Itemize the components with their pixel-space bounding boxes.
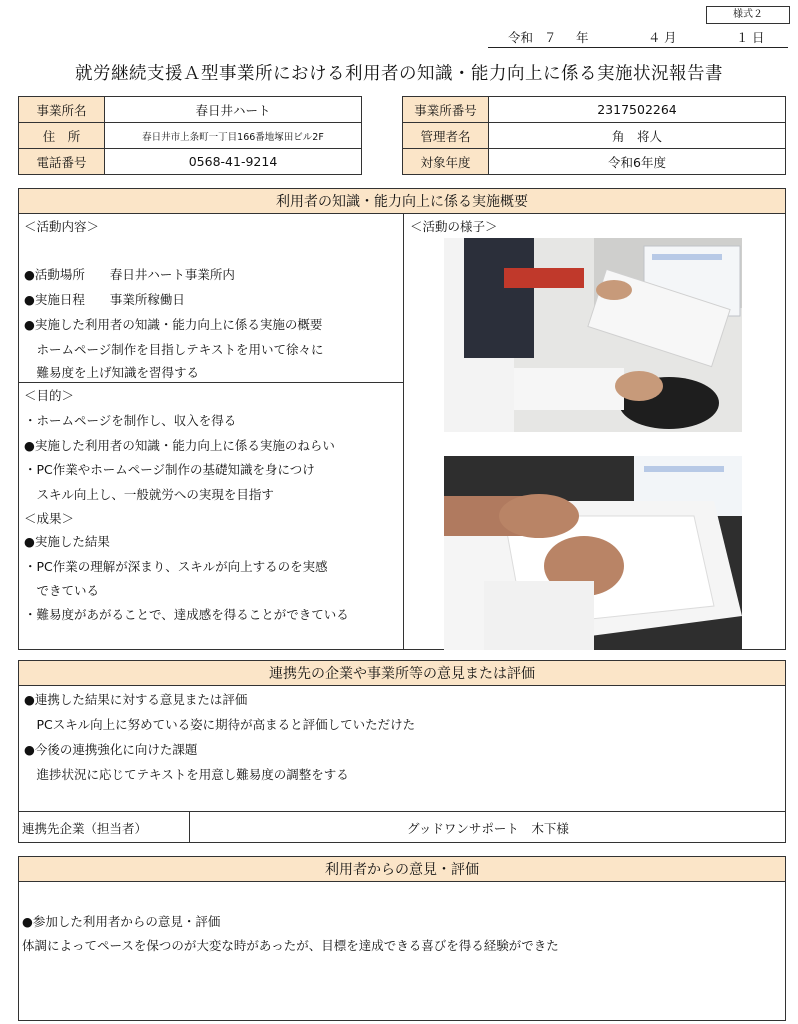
form-number: 様式２ (706, 6, 790, 24)
result-heading: ＜成果＞ (24, 511, 75, 526)
partner-line: 進捗状況に応じてテキストを用意し難易度の調整をする (24, 767, 349, 782)
report-date (488, 28, 788, 48)
result-line: ・PC作業の理解が深まり、スキルが向上するのを実感 (24, 559, 328, 574)
activity-photo-1 (444, 238, 742, 432)
activity-line: ホームページ制作を目指しテキストを用いて徐々に (24, 342, 324, 357)
purpose-line: スキル向上し、一般就労への実現を目指す (24, 487, 274, 502)
user-opinion-line: 体調によってペースを保つのが大変な時があったが、目標を達成できる喜びを得る経験ができた (22, 938, 559, 953)
date-month-unit: 月 (664, 30, 677, 45)
activity-line: 難易度を上げ知識を習得する (24, 365, 200, 380)
office-number-value: 2317502264 (489, 97, 786, 123)
activity-line: ●活動場所 春日井ハート事業所内 (24, 267, 235, 282)
address-label: 住 所 (19, 123, 105, 149)
overview-heading: 利用者の知識・能力向上に係る実施概要 (18, 188, 786, 214)
purpose-line: ・PC作業やホームページ制作の基礎知識を身につけ (24, 462, 315, 477)
activity-line: ●実施日程 事業所稼働日 (24, 292, 185, 307)
office-number-label: 事業所番号 (403, 97, 489, 123)
partner-company-label: 連携先企業（担当者） (22, 821, 148, 836)
page-title: 就労継続支援Ａ型事業所における利用者の知識・能力向上に係る実施状況報告書 (75, 64, 723, 84)
date-day-number: １ (736, 30, 749, 45)
user-opinion-line: ●参加した利用者からの意見・評価 (22, 914, 221, 929)
result-line: ●実施した結果 (24, 534, 110, 549)
office-name-value: 春日井ハート (105, 97, 362, 123)
overview-column-divider (403, 213, 404, 650)
office-name-label: 事業所名 (19, 97, 105, 123)
partner-line: ●今後の連携強化に向けた課題 (24, 742, 198, 757)
manager-label: 管理者名 (403, 123, 489, 149)
partner-company-value: グッドワンサポート 木下様 (407, 821, 569, 836)
phone-label: 電話番号 (19, 149, 105, 175)
result-line: ・難易度があがることで、達成感を得ることができている (24, 607, 349, 622)
date-year-number: ７ (544, 30, 557, 45)
user-opinion-heading: 利用者からの意見・評価 (18, 856, 786, 882)
target-year-value: 令和6年度 (489, 149, 786, 175)
partner-heading: 連携先の企業や事業所等の意見または評価 (18, 660, 786, 686)
partner-company-divider (18, 811, 786, 812)
result-line: できている (24, 583, 100, 598)
address-value: 春日井市上条町一丁目166番地塚田ビル2F (105, 123, 362, 149)
office-id-table (402, 96, 786, 175)
phone-value: 0568-41-9214 (105, 149, 362, 175)
manager-value: 角 将人 (489, 123, 786, 149)
purpose-line: ・ホームページを制作し、収入を得る (24, 413, 237, 428)
date-era: 令和 (508, 30, 534, 45)
partner-line: PCスキル向上に努めている姿に期待が高まると評価していただけた (24, 717, 416, 732)
activity-line: ●実施した利用者の知識・能力向上に係る実施の概要 (24, 317, 323, 332)
date-day-unit: 日 (752, 30, 765, 45)
target-year-label: 対象年度 (403, 149, 489, 175)
partner-line: ●連携した結果に対する意見または評価 (24, 692, 248, 707)
office-info-table (18, 96, 362, 175)
activity-photo-2 (444, 456, 742, 650)
activity-purpose-divider (18, 382, 404, 383)
date-month-number: ４ (648, 30, 661, 45)
purpose-heading: ＜目的＞ (24, 388, 75, 403)
activity-heading: ＜活動内容＞ (24, 219, 100, 234)
date-year-unit: 年 (576, 30, 589, 45)
photo-heading: ＜活動の様子＞ (410, 219, 498, 234)
purpose-line: ●実施した利用者の知識・能力向上に係る実施のねらい (24, 438, 335, 453)
